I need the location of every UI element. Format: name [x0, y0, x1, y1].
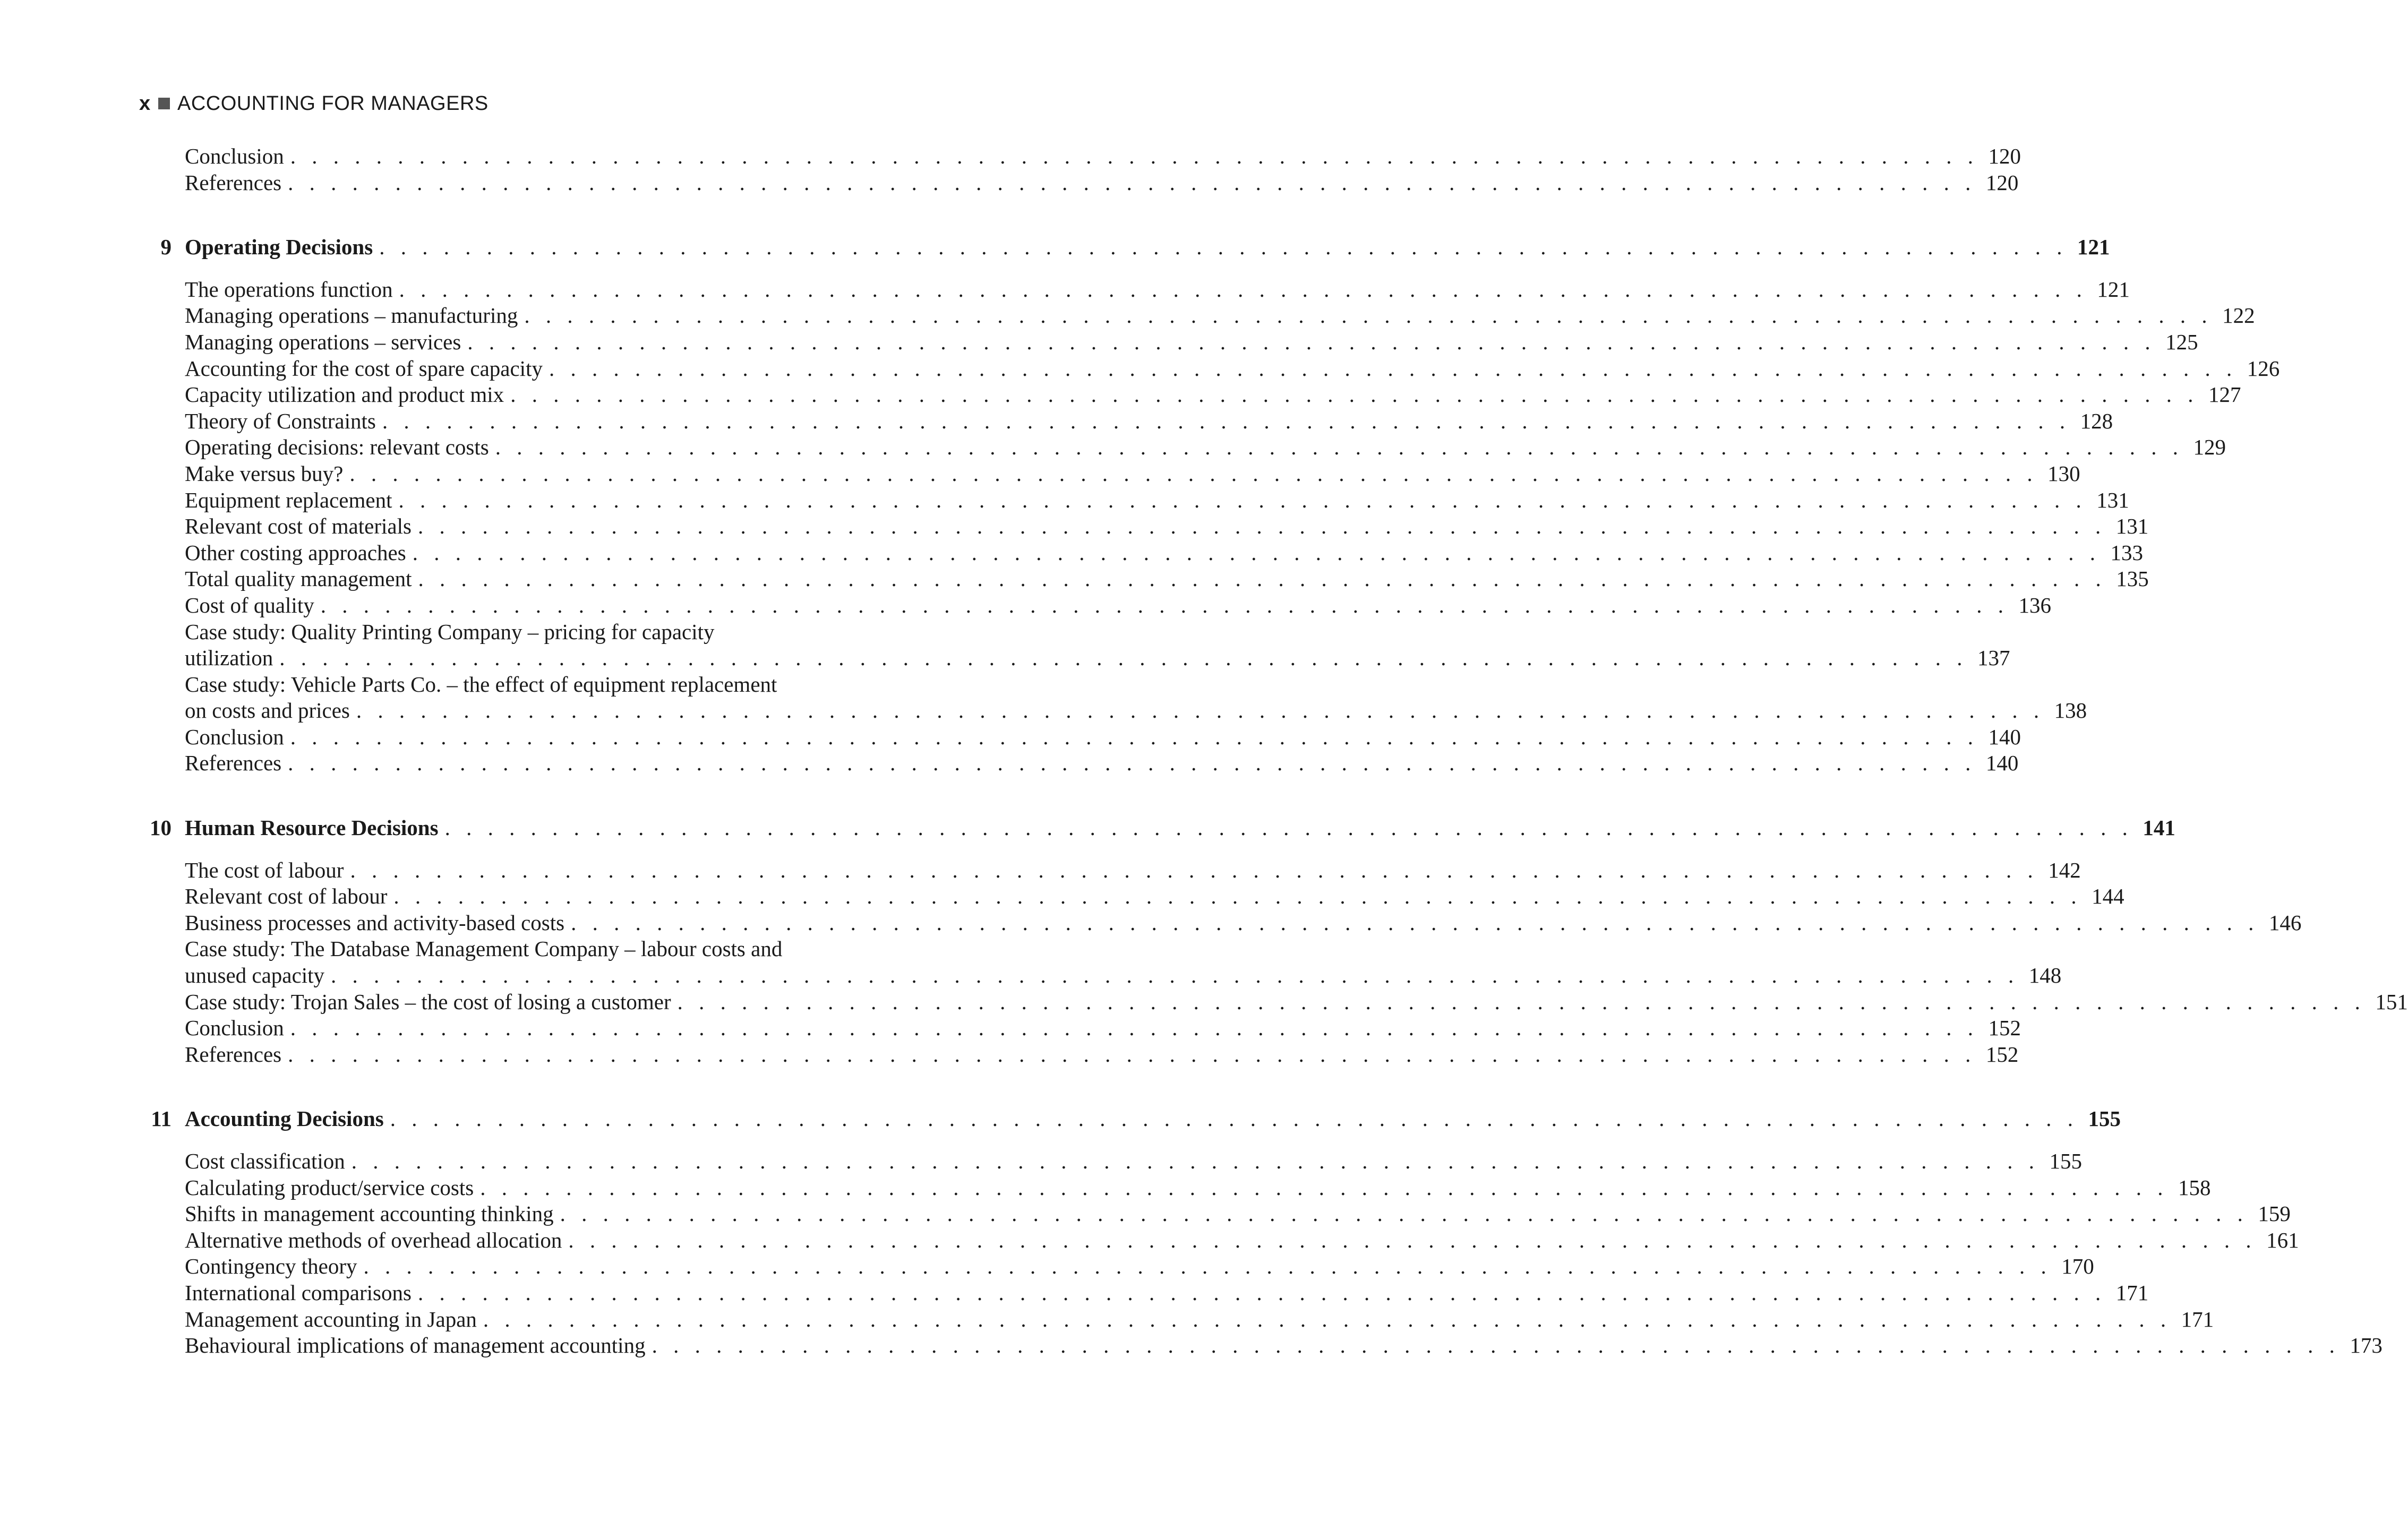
- toc-entry-title: Operating decisions: relevant costs: [185, 435, 489, 460]
- toc-entry-page: 122: [2222, 303, 2255, 328]
- dot-leader: . . . . . . . . . . . . . . . . . . . . . . . . . . . . . . . . . . . . . . . . . . . . . . . . . . . . . . . . . . . . . . . . . . . . . . . . . . . . . . .: [510, 382, 2199, 407]
- dot-leader: . . . . . . . . . . . . . . . . . . . . . . . . . . . . . . . . . . . . . . . . . . . . . . . . . . . . . . . . . . . . . . . . . . . . . . . . . . . . . . .: [390, 1106, 2078, 1131]
- dot-leader: . . . . . . . . . . . . . . . . . . . . . . . . . . . . . . . . . . . . . . . . . . . . . . . . . . . . . . . . . . . . . . . . . . . . . . . . . . . . . . .: [356, 698, 2045, 723]
- dot-leader: . . . . . . . . . . . . . . . . . . . . . . . . . . . . . . . . . . . . . . . . . . . . . . . . . . . . . . . . . . . . . . . . . . . . . . . . . . . . . . .: [393, 884, 2082, 909]
- dot-leader: . . . . . . . . . . . . . . . . . . . . . . . . . . . . . . . . . . . . . . . . . . . . . . . . . . . . . . . . . . . . . . . . . . . . . . . . . . . . . . .: [571, 910, 2259, 935]
- toc-entry-title: Management accounting in Japan: [185, 1306, 477, 1331]
- chapter-title: Operating Decisions: [185, 235, 373, 260]
- chapter-heading-9[interactable]: [139, 234, 2110, 261]
- toc-entry-title: Conclusion: [185, 144, 284, 168]
- chapter-heading-11[interactable]: [139, 1106, 2121, 1132]
- dot-leader: . . . . . . . . . . . . . . . . . . . . . . . . . . . . . . . . . . . . . . . . . . . . . . . . . . . . . . . . . . . . . . . . . . . . . . . . . . . . . . .: [418, 566, 2106, 591]
- toc-entry-page: 140: [1985, 751, 2019, 776]
- dot-leader: . . . . . . . . . . . . . . . . . . . . . . . . . . . . . . . . . . . . . . . . . . . . . . . . . . . . . . . . . . . . . . . . . . . . . . . . . . . . . . .: [495, 435, 2183, 460]
- toc-entry[interactable]: [139, 750, 2019, 777]
- dot-leader: . . . . . . . . . . . . . . . . . . . . . . . . . . . . . . . . . . . . . . . . . . . . . . . . . . . . . . . . . . . . . . . . . . . . . . . . . . . . . . .: [382, 408, 2071, 433]
- toc-entry-page: 144: [2092, 884, 2124, 909]
- page-folio: x: [139, 92, 151, 115]
- toc-entry-title-line1[interactable]: Case study: The Database Management Company – labour costs and: [185, 936, 783, 961]
- toc-entry-title: Other costing approaches: [185, 540, 406, 565]
- toc-entry-page: 173: [2350, 1333, 2383, 1358]
- chapter-page: 155: [2088, 1106, 2121, 1131]
- toc-entry-title: Cost of quality: [185, 592, 314, 617]
- toc-entry-page: 131: [2115, 514, 2149, 539]
- dot-leader: . . . . . . . . . . . . . . . . . . . . . . . . . . . . . . . . . . . . . . . . . . . . . . . . . . . . . . . . . . . . . . . . . . . . . . . . . . . . . . .: [399, 277, 2087, 302]
- toc-entry[interactable]: [139, 566, 2149, 592]
- toc-entry[interactable]: [139, 408, 2113, 435]
- toc-entry[interactable]: [139, 989, 2408, 1016]
- toc-entry-page: 120: [1985, 170, 2019, 195]
- toc-entry-page: 125: [2165, 329, 2198, 354]
- toc-entry[interactable]: [139, 1042, 2019, 1068]
- chapter-number: 11: [151, 1106, 172, 1131]
- toc-entry-title-line2: utilization: [185, 646, 273, 671]
- toc-entry-title: International comparisons: [185, 1280, 412, 1305]
- toc-entry-title-line2: on costs and prices: [185, 698, 350, 723]
- dot-leader: . . . . . . . . . . . . . . . . . . . . . . . . . . . . . . . . . . . . . . . . . . . . . . . . . . . . . . . . . . . . . . . . . . . . . . . . . . . . . . .: [288, 751, 1976, 776]
- dot-leader: . . . . . . . . . . . . . . . . . . . . . . . . . . . . . . . . . . . . . . . . . . . . . . . . . . . . . . . . . . . . . . . . . . . . . . . . . . . . . . .: [290, 144, 1979, 168]
- chapter-page: 141: [2143, 815, 2175, 840]
- toc-entry[interactable]: [139, 1306, 2214, 1333]
- toc-entry-page: 138: [2054, 698, 2087, 723]
- chapter-number: 9: [160, 235, 172, 260]
- dot-leader: . . . . . . . . . . . . . . . . . . . . . . . . . . . . . . . . . . . . . . . . . . . . . . . . . . . . . . . . . . . . . . . . . . . . . . . . . . . . . . .: [330, 963, 2019, 988]
- dot-leader: . . . . . . . . . . . . . . . . . . . . . . . . . . . . . . . . . . . . . . . . . . . . . . . . . . . . . . . . . . . . . . . . . . . . . . . . . . . . . . .: [351, 1149, 2040, 1173]
- chapter-heading-10[interactable]: [139, 815, 2175, 841]
- dot-leader: . . . . . . . . . . . . . . . . . . . . . . . . . . . . . . . . . . . . . . . . . . . . . . . . . . . . . . . . . . . . . . . . . . . . . . . . . . . . . . .: [350, 857, 2038, 882]
- toc-entry-title: The cost of labour: [185, 857, 344, 882]
- dot-leader: . . . . . . . . . . . . . . . . . . . . . . . . . . . . . . . . . . . . . . . . . . . . . . . . . . . . . . . . . . . . . . . . . . . . . . . . . . . . . . .: [560, 1201, 2248, 1226]
- toc-entry[interactable]: [139, 303, 2255, 329]
- dot-leader: . . . . . . . . . . . . . . . . . . . . . . . . . . . . . . . . . . . . . . . . . . . . . . . . . . . . . . . . . . . . . . . . . . . . . . . . . . . . . . .: [652, 1333, 2340, 1358]
- square-bullet-icon: [158, 98, 170, 109]
- toc-entry[interactable]: [139, 645, 2010, 672]
- toc-entry[interactable]: [139, 1227, 2299, 1254]
- toc-entry[interactable]: [139, 962, 2062, 989]
- toc-entry-title: Conclusion: [185, 724, 284, 749]
- dot-leader: . . . . . . . . . . . . . . . . . . . . . . . . . . . . . . . . . . . . . . . . . . . . . . . . . . . . . . . . . . . . . . . . . . . . . . . . . . . . . . .: [549, 356, 2238, 381]
- toc-entry-title: Conclusion: [185, 1016, 284, 1041]
- toc-entry-title: Total quality management: [185, 566, 412, 591]
- toc-entry-page: 158: [2178, 1175, 2211, 1200]
- toc-entry-title: Relevant cost of materials: [185, 514, 412, 539]
- toc-entry-page: 140: [1988, 724, 2021, 749]
- running-header: [139, 90, 489, 117]
- toc-entry[interactable]: [139, 592, 2051, 619]
- toc-entry[interactable]: [139, 910, 2302, 936]
- dot-leader: . . . . . . . . . . . . . . . . . . . . . . . . . . . . . . . . . . . . . . . . . . . . . . . . . . . . . . . . . . . . . . . . . . . . . . . . . . . . . . .: [363, 1254, 2052, 1279]
- dot-leader: . . . . . . . . . . . . . . . . . . . . . . . . . . . . . . . . . . . . . . . . . . . . . . . . . . . . . . . . . . . . . . . . . . . . . . . . . . . . . . .: [677, 989, 2366, 1014]
- dot-leader: . . . . . . . . . . . . . . . . . . . . . . . . . . . . . . . . . . . . . . . . . . . . . . . . . . . . . . . . . . . . . . . . . . . . . . . . . . . . . . .: [279, 646, 1968, 671]
- toc-entry-title: Alternative methods of overhead allocation: [185, 1227, 562, 1252]
- toc-entry-title: Calculating product/service costs: [185, 1175, 474, 1200]
- toc-entry-title: References: [185, 170, 282, 195]
- toc-entry-page: 155: [2049, 1149, 2083, 1173]
- dot-leader: . . . . . . . . . . . . . . . . . . . . . . . . . . . . . . . . . . . . . . . . . . . . . . . . . . . . . . . . . . . . . . . . . . . . . . . . . . . . . . .: [379, 235, 2068, 260]
- toc-entry[interactable]: [139, 1175, 2211, 1201]
- toc-entry[interactable]: [139, 857, 2081, 884]
- toc-entry-page: 151: [2375, 989, 2408, 1014]
- dot-leader: . . . . . . . . . . . . . . . . . . . . . . . . . . . . . . . . . . . . . . . . . . . . . . . . . . . . . . . . . . . . . . . . . . . . . . . . . . . . . . .: [288, 170, 1976, 195]
- toc-entry-page: 171: [2115, 1280, 2149, 1305]
- dot-leader: . . . . . . . . . . . . . . . . . . . . . . . . . . . . . . . . . . . . . . . . . . . . . . . . . . . . . . . . . . . . . . . . . . . . . . . . . . . . . . .: [288, 1042, 1976, 1067]
- toc-entry-page: 136: [2018, 592, 2051, 617]
- toc-entry-page: 137: [1977, 646, 2010, 671]
- toc-entry[interactable]: [139, 1201, 2291, 1227]
- chapter-title: Human Resource Decisions: [185, 815, 439, 840]
- dot-leader: . . . . . . . . . . . . . . . . . . . . . . . . . . . . . . . . . . . . . . . . . . . . . . . . . . . . . . . . . . . . . . . . . . . . . . . . . . . . . . .: [417, 514, 2106, 539]
- toc-entry-page: 171: [2181, 1306, 2214, 1331]
- toc-entry-page: 126: [2247, 356, 2280, 381]
- toc-entry[interactable]: [139, 277, 2130, 303]
- dot-leader: . . . . . . . . . . . . . . . . . . . . . . . . . . . . . . . . . . . . . . . . . . . . . . . . . . . . . . . . . . . . . . . . . . . . . . . . . . . . . . .: [444, 815, 2133, 840]
- toc-entry[interactable]: [139, 1148, 2083, 1175]
- toc-entry-page: 152: [1988, 1016, 2021, 1041]
- toc-entry[interactable]: [139, 1280, 2149, 1306]
- toc-entry-title-line2: unused capacity: [185, 963, 324, 988]
- toc-entry[interactable]: [139, 540, 2143, 566]
- chapter-page: 121: [2077, 235, 2110, 260]
- toc-entry-title: Behavioural implications of management accounting: [185, 1333, 646, 1358]
- toc-entry-title: Case study: Trojan Sales – the cost of losing a customer: [185, 989, 671, 1014]
- toc-entry[interactable]: [139, 356, 2280, 382]
- toc-entry-title: Contingency theory: [185, 1254, 357, 1279]
- dot-leader: . . . . . . . . . . . . . . . . . . . . . . . . . . . . . . . . . . . . . . . . . . . . . . . . . . . . . . . . . . . . . . . . . . . . . . . . . . . . . . .: [349, 461, 2038, 486]
- toc-entry-page: 129: [2193, 435, 2226, 460]
- toc-entry-title: References: [185, 1042, 282, 1067]
- dot-leader: . . . . . . . . . . . . . . . . . . . . . . . . . . . . . . . . . . . . . . . . . . . . . . . . . . . . . . . . . . . . . . . . . . . . . . . . . . . . . . .: [412, 540, 2101, 565]
- dot-leader: . . . . . . . . . . . . . . . . . . . . . . . . . . . . . . . . . . . . . . . . . . . . . . . . . . . . . . . . . . . . . . . . . . . . . . . . . . . . . . .: [290, 724, 1979, 749]
- toc-entry-page: 161: [2266, 1227, 2299, 1252]
- toc-entry-page: 127: [2208, 382, 2241, 407]
- dot-leader: . . . . . . . . . . . . . . . . . . . . . . . . . . . . . . . . . . . . . . . . . . . . . . . . . . . . . . . . . . . . . . . . . . . . . . . . . . . . . . .: [480, 1175, 2169, 1200]
- toc-entry[interactable]: [139, 1015, 2021, 1042]
- toc-entry[interactable]: [139, 487, 2129, 514]
- toc-entry-title: Theory of Constraints: [185, 408, 376, 433]
- dot-leader: . . . . . . . . . . . . . . . . . . . . . . . . . . . . . . . . . . . . . . . . . . . . . . . . . . . . . . . . . . . . . . . . . . . . . . . . . . . . . . .: [483, 1306, 2172, 1331]
- toc-entry[interactable]: [139, 143, 2021, 170]
- toc-entry-title: Relevant cost of labour: [185, 884, 388, 909]
- toc-entry-page: 146: [2268, 910, 2302, 935]
- toc-entry-title: Shifts in management accounting thinking: [185, 1201, 554, 1226]
- toc-entry-title: Business processes and activity-based costs: [185, 910, 565, 935]
- dot-leader: . . . . . . . . . . . . . . . . . . . . . . . . . . . . . . . . . . . . . . . . . . . . . . . . . . . . . . . . . . . . . . . . . . . . . . . . . . . . . . .: [290, 1016, 1979, 1041]
- toc-entry-page: 131: [2096, 487, 2129, 512]
- toc-entry-page: 135: [2116, 566, 2149, 591]
- toc-entry[interactable]: [139, 461, 2080, 487]
- toc-entry-page: 128: [2080, 408, 2113, 433]
- toc-entry[interactable]: [139, 698, 2087, 724]
- toc-entry-title: Managing operations – manufacturing: [185, 303, 518, 328]
- toc-entry-title: References: [185, 751, 282, 776]
- toc-entry[interactable]: [139, 434, 2226, 461]
- toc-entry[interactable]: [139, 883, 2124, 910]
- toc-entry-title: Capacity utilization and product mix: [185, 382, 504, 407]
- toc-entry-title-line1[interactable]: Case study: Vehicle Parts Co. – the effect of equipment replacement: [185, 672, 777, 697]
- toc-entry[interactable]: [139, 329, 2198, 356]
- toc-entry-page: 148: [2028, 963, 2062, 988]
- running-title: ACCOUNTING FOR MANAGERS: [177, 92, 489, 115]
- toc-entry[interactable]: [139, 382, 2241, 408]
- toc-entry-page: 152: [1985, 1042, 2019, 1067]
- toc-entry[interactable]: [139, 513, 2149, 540]
- dot-leader: . . . . . . . . . . . . . . . . . . . . . . . . . . . . . . . . . . . . . . . . . . . . . . . . . . . . . . . . . . . . . . . . . . . . . . . . . . . . . . .: [568, 1227, 2257, 1252]
- toc-entry-title: The operations function: [185, 277, 393, 302]
- toc-entry-page: 130: [2047, 461, 2080, 486]
- dot-leader: . . . . . . . . . . . . . . . . . . . . . . . . . . . . . . . . . . . . . . . . . . . . . . . . . . . . . . . . . . . . . . . . . . . . . . . . . . . . . . .: [320, 592, 2009, 617]
- toc-entry-page: 142: [2048, 857, 2081, 882]
- toc-entry[interactable]: [139, 1253, 2094, 1280]
- toc-entry-page: 170: [2061, 1254, 2094, 1279]
- chapter-title: Accounting Decisions: [185, 1106, 384, 1131]
- dot-leader: . . . . . . . . . . . . . . . . . . . . . . . . . . . . . . . . . . . . . . . . . . . . . . . . . . . . . . . . . . . . . . . . . . . . . . . . . . . . . . .: [398, 487, 2087, 512]
- toc-entry[interactable]: [139, 170, 2019, 196]
- chapter-number: 10: [150, 815, 172, 840]
- toc-entry-title-line1[interactable]: Case study: Quality Printing Company – pricing for capacity: [185, 619, 715, 644]
- dot-leader: . . . . . . . . . . . . . . . . . . . . . . . . . . . . . . . . . . . . . . . . . . . . . . . . . . . . . . . . . . . . . . . . . . . . . . . . . . . . . . .: [467, 329, 2156, 354]
- dot-leader: . . . . . . . . . . . . . . . . . . . . . . . . . . . . . . . . . . . . . . . . . . . . . . . . . . . . . . . . . . . . . . . . . . . . . . . . . . . . . . .: [417, 1280, 2106, 1305]
- toc-entry-page: 120: [1988, 144, 2021, 168]
- toc-entry-page: 121: [2097, 277, 2130, 302]
- toc-entry-title: Cost classification: [185, 1149, 345, 1173]
- toc-entry-title: Equipment replacement: [185, 487, 392, 512]
- toc-entry-title: Accounting for the cost of spare capacity: [185, 356, 543, 381]
- toc-entry-page: 133: [2110, 540, 2143, 565]
- table-of-contents: [139, 143, 2408, 1359]
- toc-entry[interactable]: [139, 1333, 2383, 1359]
- dot-leader: . . . . . . . . . . . . . . . . . . . . . . . . . . . . . . . . . . . . . . . . . . . . . . . . . . . . . . . . . . . . . . . . . . . . . . . . . . . . . . .: [524, 303, 2213, 328]
- toc-entry-title: Managing operations – services: [185, 329, 461, 354]
- toc-entry-page: 159: [2258, 1201, 2291, 1226]
- toc-entry-title: Make versus buy?: [185, 461, 344, 486]
- toc-entry[interactable]: [139, 724, 2021, 751]
